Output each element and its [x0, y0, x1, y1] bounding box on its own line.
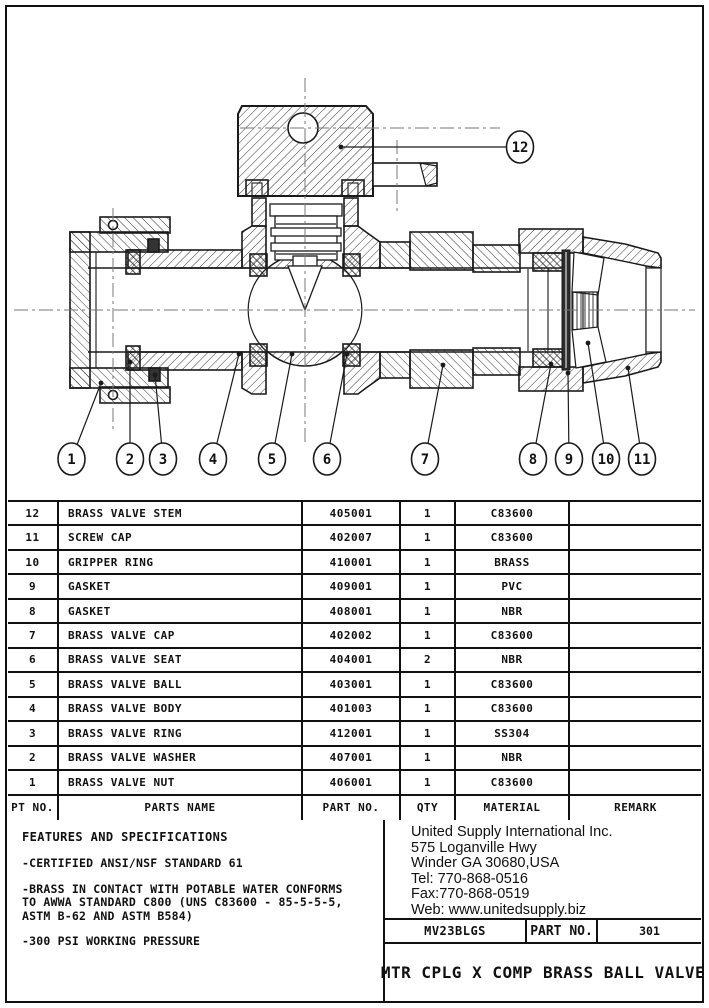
- cell-part-no: 410001: [303, 551, 401, 573]
- table-row: [8, 575, 701, 599]
- table-row: [8, 722, 701, 746]
- leader-dot: [549, 362, 554, 367]
- cell-remark: [570, 600, 701, 622]
- cell-part-no: 407001: [303, 747, 401, 769]
- leader-dot: [99, 381, 104, 386]
- company-info: [385, 820, 701, 918]
- cell-pt-no: 4: [8, 698, 59, 720]
- parts-table: [8, 500, 701, 820]
- cell-qty: 1: [401, 575, 456, 597]
- callout-number: 2: [125, 452, 135, 468]
- leader-dot: [345, 352, 350, 357]
- cell-remark: [570, 526, 701, 548]
- feature-item: -CERTIFIED ANSI/NSF STANDARD 61: [22, 856, 243, 870]
- cell-material: NBR: [456, 600, 570, 622]
- callout-number: 10: [597, 452, 615, 468]
- features-box: [8, 820, 383, 1001]
- callout-number: 6: [322, 452, 332, 468]
- cell-remark: [570, 551, 701, 573]
- cell-parts-name: BRASS VALVE CAP: [59, 624, 303, 646]
- cell-remark: [570, 673, 701, 695]
- model-code: MV23BLGS: [385, 920, 527, 942]
- cell-part-no: 406001: [303, 771, 401, 793]
- cell-parts-name: SCREW CAP: [59, 526, 303, 548]
- table-row: [8, 771, 701, 795]
- header-cell-pt-no: PT NO.: [8, 796, 59, 820]
- table-row: [8, 698, 701, 722]
- callout-number: 12: [511, 140, 529, 156]
- cell-qty: 1: [401, 600, 456, 622]
- table-row: [8, 649, 701, 673]
- table-row: [8, 551, 701, 575]
- cell-part-no: 405001: [303, 502, 401, 524]
- cell-qty: 1: [401, 722, 456, 744]
- part-number-row: [385, 918, 701, 942]
- callout-number: 9: [564, 452, 574, 468]
- cell-parts-name: BRASS VALVE BODY: [59, 698, 303, 720]
- leader-dot: [586, 341, 591, 346]
- part-no-label: PART NO.: [527, 920, 598, 942]
- cell-qty: 1: [401, 551, 456, 573]
- cell-pt-no: 10: [8, 551, 59, 573]
- cell-pt-no: 8: [8, 600, 59, 622]
- cell-qty: 1: [401, 673, 456, 695]
- callout-number: 3: [158, 452, 168, 468]
- valve-washer: [126, 346, 140, 370]
- cell-parts-name: BRASS VALVE NUT: [59, 771, 303, 793]
- title-block: [380, 820, 706, 1001]
- valve-cross-section-drawing: [0, 0, 709, 500]
- cell-part-no: 404001: [303, 649, 401, 671]
- company-name: United Supply International Inc.: [411, 824, 613, 840]
- company-fax: Fax:770-868-0519: [411, 886, 530, 902]
- header-cell-qty: QTY: [401, 796, 456, 820]
- cell-material: NBR: [456, 747, 570, 769]
- header-cell-material: MATERIAL: [456, 796, 570, 820]
- cell-remark: [570, 698, 701, 720]
- cell-material: BRASS: [456, 551, 570, 573]
- leader-dot: [237, 352, 242, 357]
- cell-pt-no: 5: [8, 673, 59, 695]
- valve-seat: [343, 254, 360, 276]
- cell-material: SS304: [456, 722, 570, 744]
- cell-parts-name: BRASS VALVE RING: [59, 722, 303, 744]
- cell-pt-no: 6: [8, 649, 59, 671]
- callout-number: 11: [633, 452, 651, 468]
- cell-pt-no: 2: [8, 747, 59, 769]
- cell-part-no: 402002: [303, 624, 401, 646]
- leader-dot: [290, 352, 295, 357]
- leader-dot: [153, 373, 158, 378]
- valve-ring: [148, 239, 159, 252]
- drawing-title: MTR CPLG X COMP BRASS BALL VALVE: [385, 942, 701, 1001]
- callout-number: 5: [267, 452, 277, 468]
- cell-remark: [570, 649, 701, 671]
- callout-number: 1: [67, 452, 76, 468]
- cell-remark: [570, 771, 701, 793]
- cell-remark: [570, 502, 701, 524]
- feature-item: -300 PSI WORKING PRESSURE: [22, 934, 201, 948]
- cell-remark: [570, 747, 701, 769]
- callout-number: 7: [420, 452, 430, 468]
- valve-seat: [250, 254, 267, 276]
- callout-number: 4: [208, 452, 218, 468]
- cell-material: C83600: [456, 624, 570, 646]
- leader-dot: [626, 366, 631, 371]
- cell-part-no: 402007: [303, 526, 401, 548]
- cell-remark: [570, 722, 701, 744]
- cell-remark: [570, 575, 701, 597]
- cell-parts-name: BRASS VALVE BALL: [59, 673, 303, 695]
- table-header-row: [8, 796, 701, 820]
- table-row: [8, 747, 701, 771]
- cell-material: PVC: [456, 575, 570, 597]
- cell-material: C83600: [456, 526, 570, 548]
- part-no-value: 301: [639, 924, 660, 938]
- cell-part-no: 403001: [303, 673, 401, 695]
- leader-dot: [566, 371, 571, 376]
- valve-geometry: [70, 106, 661, 403]
- leader-dot: [339, 145, 344, 150]
- cell-material: C83600: [456, 771, 570, 793]
- cell-remark: [570, 624, 701, 646]
- cell-parts-name: GASKET: [59, 575, 303, 597]
- table-row: [8, 502, 701, 526]
- cell-material: NBR: [456, 649, 570, 671]
- table-row: [8, 624, 701, 648]
- feature-item: -BRASS IN CONTACT WITH POTABLE WATER CONFORMS TO AWWA STANDARD C800 (UNS C83600 - 85-5-5-5, ASTM B-62 AND ASTM B584): [22, 881, 343, 923]
- valve-seat: [250, 344, 267, 366]
- cell-qty: 1: [401, 526, 456, 548]
- cell-material: C83600: [456, 502, 570, 524]
- valve-handle: [238, 106, 437, 196]
- cell-qty: 1: [401, 747, 456, 769]
- features-title: FEATURES AND SPECIFICATIONS: [22, 830, 228, 844]
- leader-dot: [441, 363, 446, 368]
- cell-part-no: 401003: [303, 698, 401, 720]
- cell-pt-no: 1: [8, 771, 59, 793]
- company-address-line2: Winder GA 30680,USA: [411, 855, 560, 871]
- cell-parts-name: GRIPPER RING: [59, 551, 303, 573]
- table-row: [8, 600, 701, 624]
- cell-part-no: 409001: [303, 575, 401, 597]
- cell-material: C83600: [456, 698, 570, 720]
- table-row: [8, 673, 701, 697]
- company-tel: Tel: 770-868-0516: [411, 870, 528, 887]
- cell-part-no: 408001: [303, 600, 401, 622]
- cell-qty: 1: [401, 624, 456, 646]
- cell-pt-no: 3: [8, 722, 59, 744]
- company-web: Web: www.unitedsupply.biz: [411, 901, 587, 918]
- cell-parts-name: BRASS VALVE STEM: [59, 502, 303, 524]
- cell-part-no: 412001: [303, 722, 401, 744]
- header-cell-parts-name: PARTS NAME: [59, 796, 303, 820]
- cell-qty: 1: [401, 771, 456, 793]
- callout-number: 8: [528, 452, 538, 468]
- gasket-nbr: [533, 253, 565, 271]
- cell-parts-name: BRASS VALVE WASHER: [59, 747, 303, 769]
- leader-dot: [128, 360, 133, 365]
- table-row: [8, 526, 701, 550]
- valve-washer: [126, 250, 140, 274]
- cell-qty: 1: [401, 698, 456, 720]
- cell-material: C83600: [456, 673, 570, 695]
- cell-parts-name: GASKET: [59, 600, 303, 622]
- cell-pt-no: 9: [8, 575, 59, 597]
- cell-qty: 2: [401, 649, 456, 671]
- cell-pt-no: 11: [8, 526, 59, 548]
- cell-qty: 1: [401, 502, 456, 524]
- cell-parts-name: BRASS VALVE SEAT: [59, 649, 303, 671]
- cell-pt-no: 7: [8, 624, 59, 646]
- header-cell-remark: REMARK: [614, 801, 657, 815]
- cell-pt-no: 12: [8, 502, 59, 524]
- company-address-line1: 575 Loganville Hwy: [411, 839, 537, 856]
- header-cell-part-no: PART NO.: [303, 796, 401, 820]
